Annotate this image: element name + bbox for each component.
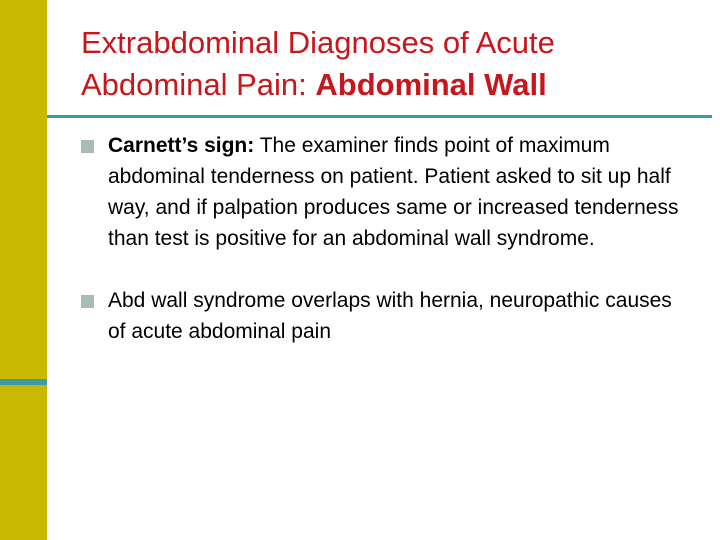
bullet-text: Abd wall syndrome overlaps with hernia, neuropathic causes of acute abdominal pain [108,289,672,343]
slide-title [81,22,701,106]
bullet-item-abd-wall-syndrome [81,285,681,347]
bullet-item-carnetts-sign [81,130,681,254]
slide-title-plain: Extrabdominal Diagnoses of Acute Abdominal Pain: [81,25,555,102]
bullet-text: The examiner finds point of maximum abdominal tenderness on patient. Patient asked to sit up half way, and if palpation produces same or increased tenderness than test is positive for an abdominal wall syndrome. [108,134,679,250]
square-bullet-icon [81,295,94,308]
side-bar [0,0,47,540]
square-bullet-icon [81,140,94,153]
side-accent-stripe [0,379,47,385]
bullet-term: Carnett’s sign: [108,134,255,157]
slide-title-bold: Abdominal Wall [315,67,547,102]
slide-content [81,130,681,347]
title-divider [47,115,712,118]
